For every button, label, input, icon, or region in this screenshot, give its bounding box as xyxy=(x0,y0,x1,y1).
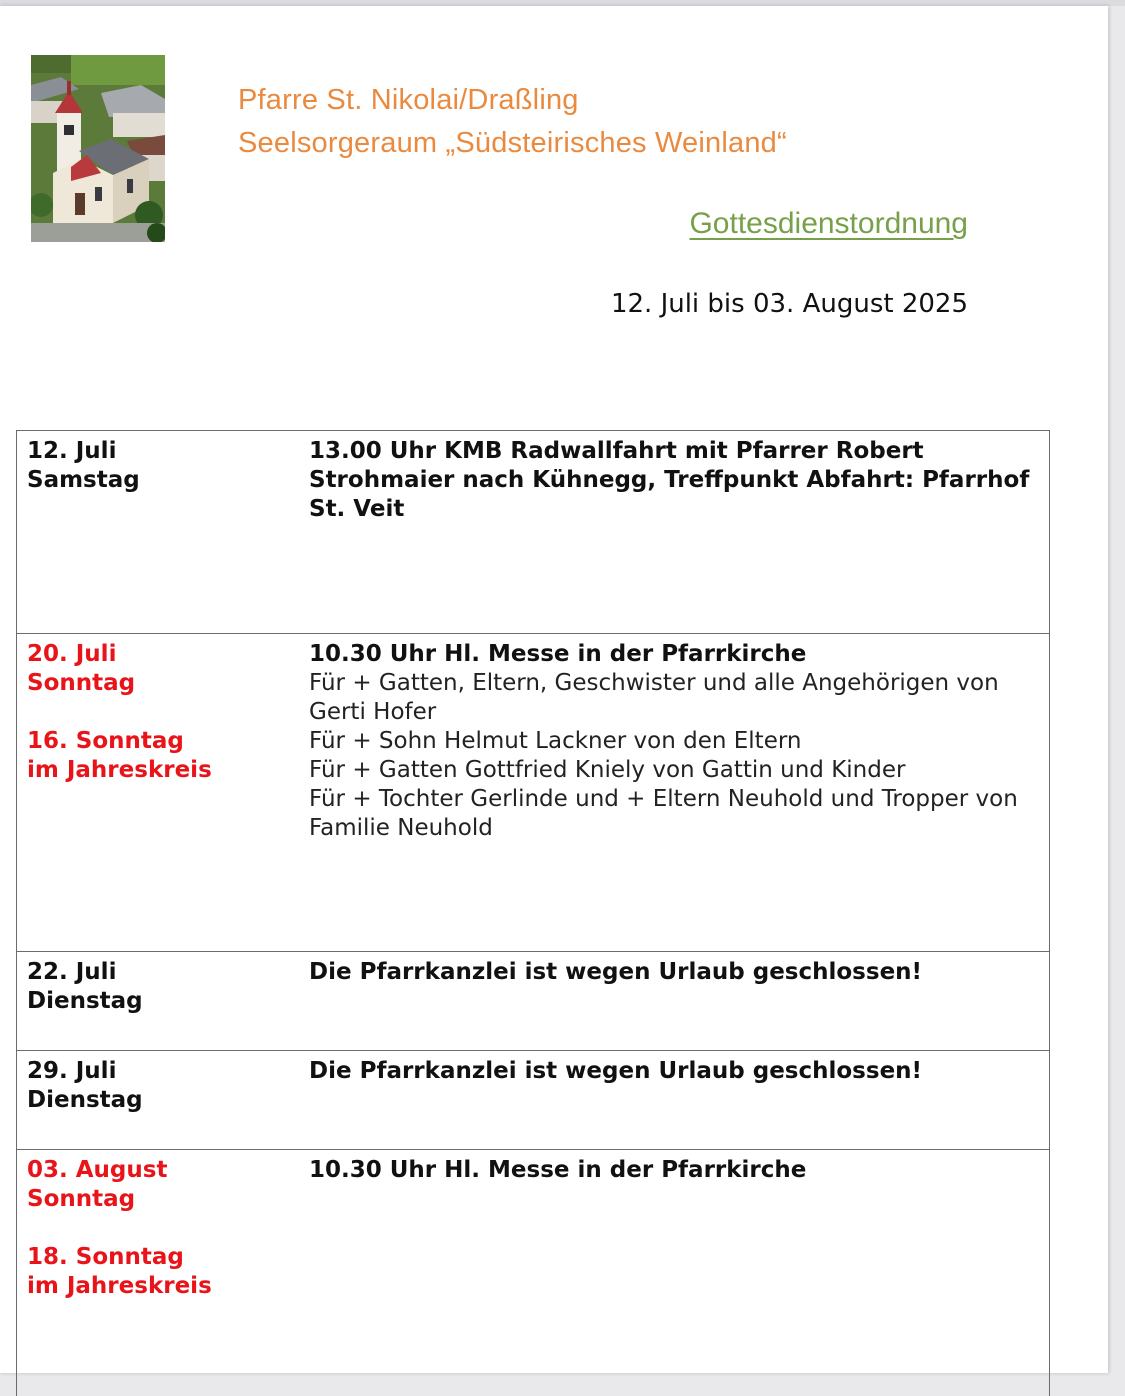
date: 29. Juli xyxy=(27,1057,289,1086)
liturgical-season: im Jahreskreis xyxy=(27,756,289,785)
table-row xyxy=(17,1051,1050,1150)
date-cell xyxy=(17,952,300,1051)
date-cell xyxy=(17,634,300,952)
date: 20. Juli xyxy=(27,640,289,669)
liturgical-day: 18. Sonntag xyxy=(27,1243,289,1272)
date-cell xyxy=(17,431,300,634)
document-title: Gottesdienstordnung xyxy=(689,207,968,241)
event-cell xyxy=(299,1051,1050,1150)
weekday: Dienstag xyxy=(27,1086,289,1115)
weekday: Samstag xyxy=(27,466,289,495)
table-row xyxy=(17,1150,1050,1396)
event-title: 10.30 Uhr Hl. Messe in der Pfarrkirche xyxy=(309,640,1039,669)
date: 03. August xyxy=(27,1156,289,1185)
weekday: Sonntag xyxy=(27,669,289,698)
mass-intention: Für + Gatten, Eltern, Geschwister und alle Angehörigen von Gerti Hofer xyxy=(309,669,1039,727)
mass-intention: Für + Gatten Gottfried Kniely von Gattin und Kinder xyxy=(309,756,1039,785)
event-cell xyxy=(299,952,1050,1051)
event-cell xyxy=(299,1150,1050,1396)
date: 12. Juli xyxy=(27,437,289,466)
spacer xyxy=(27,1214,289,1243)
pastoral-area-name: Seelsorgeraum „Südsteirisches Weinland“ xyxy=(238,127,787,160)
mass-intention: Für + Sohn Helmut Lackner von den Eltern xyxy=(309,727,1039,756)
spacer xyxy=(27,698,289,727)
table-row xyxy=(17,952,1050,1051)
liturgical-day: 16. Sonntag xyxy=(27,727,289,756)
date-range: 12. Juli bis 03. August 2025 xyxy=(611,289,968,319)
event-title: 10.30 Uhr Hl. Messe in der Pfarrkirche xyxy=(309,1156,1039,1185)
date: 22. Juli xyxy=(27,958,289,987)
date-cell xyxy=(17,1150,300,1396)
table-row xyxy=(17,431,1050,634)
table-row xyxy=(17,634,1050,952)
church-photo xyxy=(31,55,165,242)
event-title: Die Pfarrkanzlei ist wegen Urlaub geschlossen! xyxy=(309,958,1039,987)
document-page xyxy=(0,6,1108,1373)
event-cell xyxy=(299,634,1050,952)
service-schedule-table xyxy=(16,430,1050,1396)
parish-name: Pfarre St. Nikolai/Draßling xyxy=(238,84,579,117)
liturgical-season: im Jahreskreis xyxy=(27,1272,289,1301)
event-title: 13.00 Uhr KMB Radwallfahrt mit Pfarrer Robert Strohmaier nach Kühnegg, Treffpunkt Abfahrt: Pfarrhof St. Veit xyxy=(309,437,1039,524)
event-cell xyxy=(299,431,1050,634)
event-title: Die Pfarrkanzlei ist wegen Urlaub geschlossen! xyxy=(309,1057,1039,1086)
weekday: Dienstag xyxy=(27,987,289,1016)
date-cell xyxy=(17,1051,300,1150)
mass-intention: Für + Tochter Gerlinde und + Eltern Neuhold und Tropper von Familie Neuhold xyxy=(309,785,1039,843)
weekday: Sonntag xyxy=(27,1185,289,1214)
